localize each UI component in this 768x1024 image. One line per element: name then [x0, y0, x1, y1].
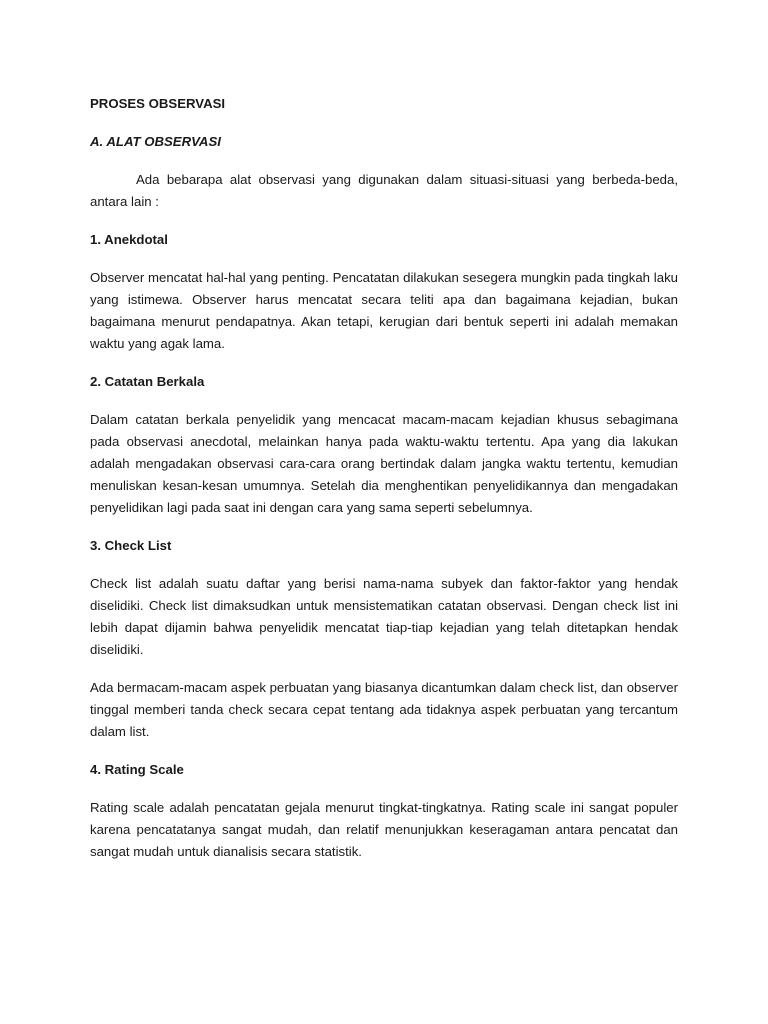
document-page [90, 93, 678, 879]
heading-anekdotal: 1. Anekdotal [90, 232, 168, 247]
paragraph-check-list-1: Check list adalah suatu daftar yang berisi nama-nama subyek dan faktor-faktor yang hendak diselidiki. Check list dimaksudkan untuk mensistematikan catatan observasi. Dengan check list ini lebih dapat dijamin bahwa penyelidik mencatat tiap-tiap kejadian yang telah ditetapkan hendak diselidiki. [90, 576, 678, 657]
paragraph-catatan-berkala: Dalam catatan berkala penyelidik yang mencacat macam-macam kejadian khusus sebagimana pada observasi anecdotal, melainkan hanya pada waktu-waktu tertentu. Apa yang dia lakukan adalah mengadakan observasi cara-cara orang bertindak dalam jangka waktu tertentu, kemudian menuliskan kesan-kesan umumnya. Setelah dia menghentikan penyelidikannya dan mengadakan penyelidikan lagi pada saat ini dengan cara yang sama seperti sebelumnya. [90, 412, 678, 515]
heading-rating-scale: 4. Rating Scale [90, 762, 184, 777]
paragraph-anekdotal: Observer mencatat hal-hal yang penting. Pencatatan dilakukan sesegera mungkin pada tingkah laku yang istimewa. Observer harus mencatat secara teliti apa dan bagaimana kejadian, bukan bagaimana menurut pendapatnya. Akan tetapi, kerugian dari bentuk seperti ini adalah memakan waktu yang agak lama. [90, 270, 678, 351]
paragraph-check-list-2: Ada bermacam-macam aspek perbuatan yang biasanya dicantumkan dalam check list, dan observer tinggal memberi tanda check secara cepat tentang ada tidaknya aspek perbuatan yang tercantum dalam list. [90, 680, 678, 739]
section-title: A. ALAT OBSERVASI [90, 134, 221, 149]
heading-check-list: 3. Check List [90, 538, 172, 553]
heading-catatan-berkala: 2. Catatan Berkala [90, 374, 205, 389]
paragraph-rating-scale: Rating scale adalah pencatatan gejala menurut tingkat-tingkatnya. Rating scale ini sangat populer karena pencatatanya sangat mudah, dan relatif menunjukkan keseragaman antara pencatat dan sangat mudah untuk dianalisis secara statistik. [90, 800, 678, 859]
intro-paragraph: Ada bebarapa alat observasi yang digunakan dalam situasi-situasi yang berbeda-beda, antara lain : [90, 172, 678, 209]
document-title: PROSES OBSERVASI [90, 96, 226, 111]
